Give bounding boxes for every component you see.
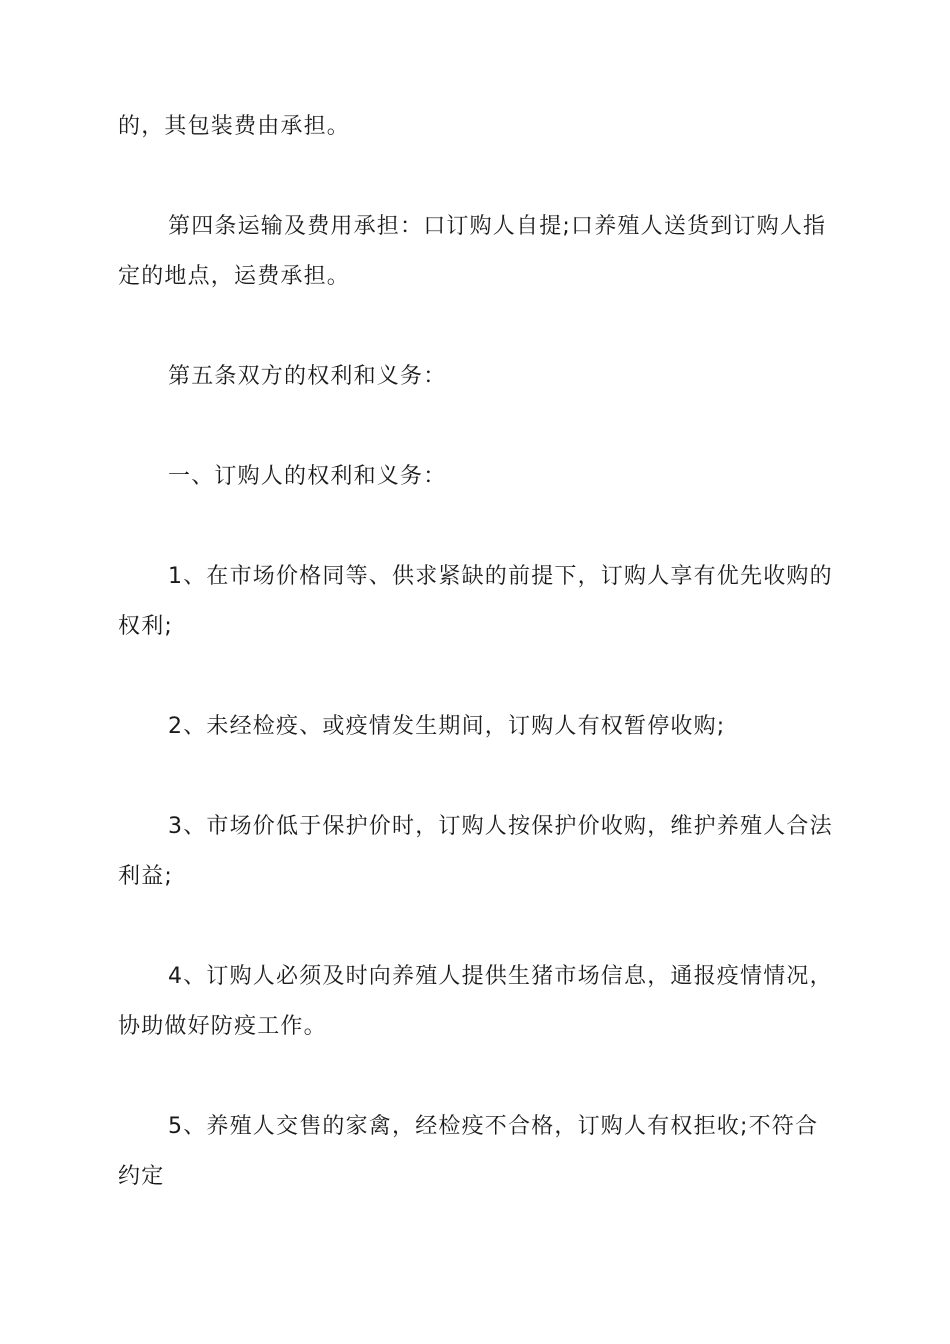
paragraph-article-4: 第四条运输及费用承担：口订购人自提;口养殖人送货到订购人指定的地点，运费承担。 bbox=[118, 214, 827, 289]
paragraph-item-2: 2、未经检疫、或疫情发生期间，订购人有权暂停收购; bbox=[168, 714, 726, 739]
paragraph-section-1-heading: 一、订购人的权利和义务： bbox=[168, 464, 447, 489]
paragraph-continuation: 的，其包装费由承担。 bbox=[118, 114, 351, 139]
paragraph-item-4: 4、订购人必须及时向养殖人提供生猪市场信息，通报疫情情况，协助做好防疫工作。 bbox=[118, 964, 833, 1039]
paragraph-item-3: 3、市场价低于保护价时，订购人按保护价收购，维护养殖人合法利益; bbox=[118, 814, 833, 889]
paragraph-item-5: 5、养殖人交售的家禽，经检疫不合格，订购人有权拒收;不符合约定 bbox=[118, 1114, 819, 1189]
paragraph-item-1: 1、在市场价格同等、供求紧缺的前提下，订购人享有优先收购的权利; bbox=[118, 564, 833, 639]
paragraph-article-5: 第五条双方的权利和义务： bbox=[168, 364, 447, 389]
